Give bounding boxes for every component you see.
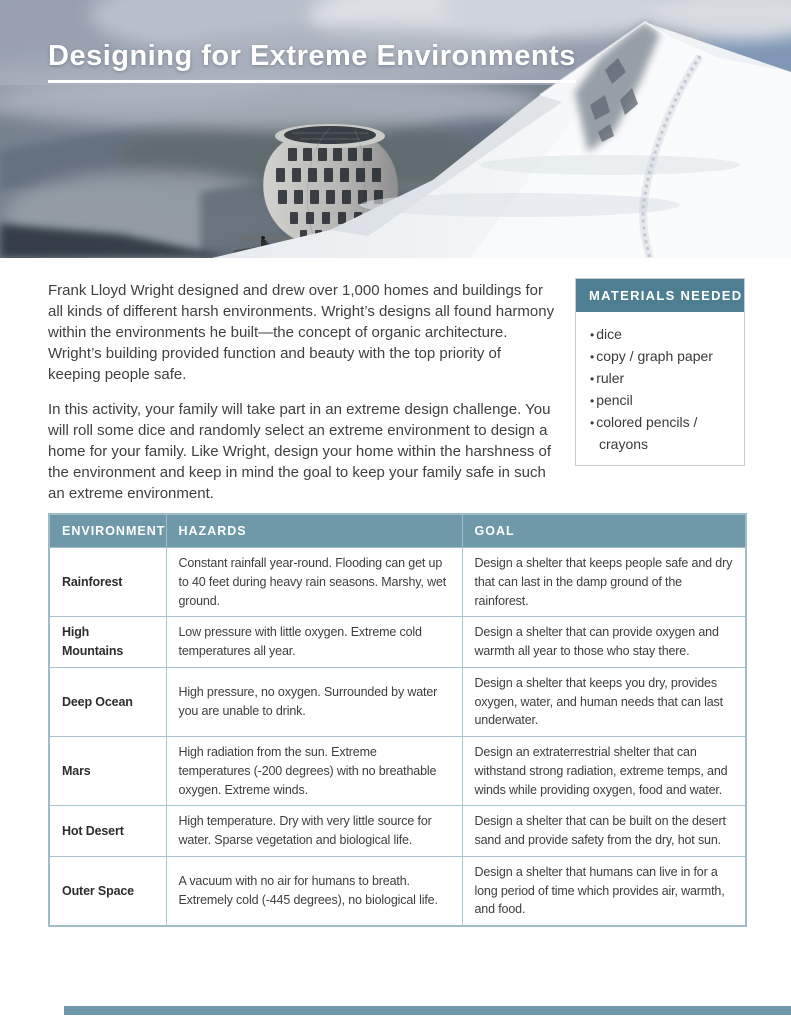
hazards-cell: Constant rainfall year-round. Flooding can get up to 40 feet during heavy rain seasons. Marshy, wet ground. [166,548,462,617]
hero-image [0,0,791,258]
environment-cell: High Mountains [49,617,166,668]
materials-item: • ruler [590,368,734,390]
goal-header: GOAL [462,514,746,548]
hazards-cell: A vacuum with no air for humans to breath. Extremely cold (-445 degrees), no biological life. [166,856,462,926]
goal-cell: Design an extraterrestrial shelter that can withstand strong radiation, extreme temps, and winds while providing oxygen, food and water. [462,737,746,806]
footer-accent-bar [64,1006,791,1015]
hazards-header: HAZARDS [166,514,462,548]
intro-paragraph-1: Frank Lloyd Wright designed and drew over 1,000 homes and buildings for all kinds of different harsh environments. Wright’s designs all found harmony within the environments he built—the concept of organic architecture. Wright’s building provided function and beauty with the top priority of keeping people safe. [48,282,555,383]
environment-cell: Hot Desert [49,806,166,857]
hazards-cell: High pressure, no oxygen. Surrounded by water you are unable to drink. [166,667,462,736]
goal-cell: Design a shelter that can provide oxygen and warmth all year to those who stay there. [462,617,746,668]
goal-cell: Design a shelter that keeps you dry, provides oxygen, water, and human needs that can last underwater. [462,667,746,736]
hazards-cell: High temperature. Dry with very little source for water. Sparse vegetation and biological life. [166,806,462,857]
table-row [49,548,746,617]
materials-list [576,312,744,465]
materials-item: • dice [590,324,734,346]
environment-cell: Mars [49,737,166,806]
hazards-cell: Low pressure with little oxygen. Extreme cold temperatures all year. [166,617,462,668]
environments-table [48,513,747,927]
goal-cell: Design a shelter that keeps people safe and dry that can last in the damp ground of the rainforest. [462,548,746,617]
materials-item: • copy / graph paper [590,346,734,368]
materials-header: MATERIALS NEEDED [576,279,744,312]
table-row [49,667,746,736]
goal-cell: Design a shelter that humans can live in for a long period of time which provides air, warmth, and food. [462,856,746,926]
intro-section [48,280,556,504]
materials-box [575,278,745,466]
table-header-row [49,514,746,548]
table-row [49,617,746,668]
materials-item: • pencil [590,390,734,412]
environment-cell: Deep Ocean [49,667,166,736]
table-row [49,856,746,926]
environment-cell: Rainforest [49,548,166,617]
page-title: Designing for Extreme Environments [48,40,576,83]
environment-header: ENVIRONMENT [49,514,166,548]
environment-cell: Outer Space [49,856,166,926]
table-row [49,737,746,806]
hazards-cell: High radiation from the sun. Extreme temperatures (-200 degrees) with no breathable oxygen. Extreme winds. [166,737,462,806]
intro-paragraph-2: In this activity, your family will take part in an extreme design challenge. You will roll some dice and randomly select an extreme environment to design a home for your family. Like Wright, design your home within the harshness of the environment and keep in mind the goal to keep your family safe in such an extreme environment. [48,401,552,502]
mountain-photo [0,0,791,258]
table-row [49,806,746,857]
goal-cell: Design a shelter that can be built on the desert sand and provide safety from the dry, hot sun. [462,806,746,857]
materials-item: • colored pencils / crayons [590,412,734,455]
